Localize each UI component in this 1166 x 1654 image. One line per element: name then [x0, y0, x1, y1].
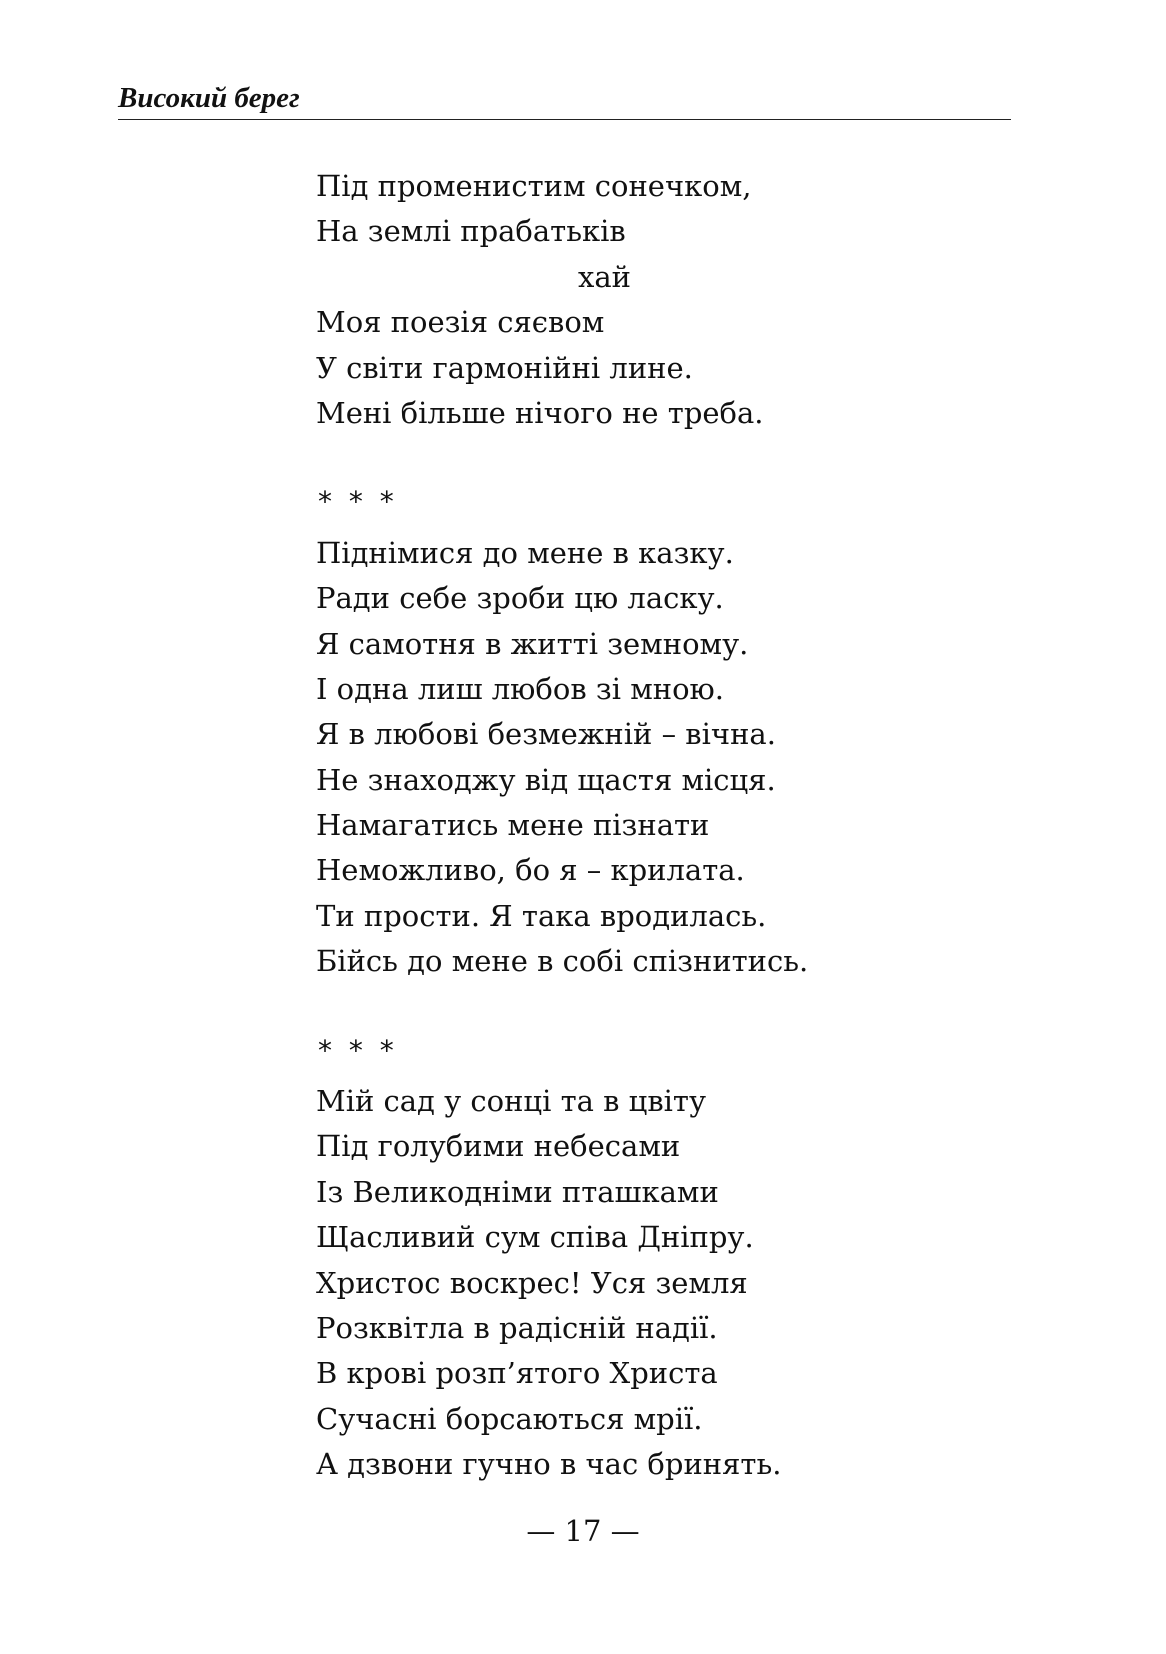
verse-line: Під променистим сонечком,	[316, 169, 752, 203]
verse-line: Із Великодніми пташками	[316, 1174, 719, 1209]
verse-line: Мій сад у сонці та в цвіту	[316, 1084, 707, 1119]
stanza-gap	[316, 985, 1016, 1028]
verse-line: І одна лиш любов зі мною.	[316, 671, 725, 706]
verse-line: Піднімися до мене в казку.	[316, 535, 734, 570]
verse-line: В крові розп’ятого Христа	[316, 1356, 718, 1391]
verse-line: Ради себе зроби цю ласку.	[316, 581, 724, 616]
verse-line: Христос воскрес! Уся земля	[316, 1265, 748, 1300]
verse-line: Не знаходжу від щастя місця.	[316, 762, 776, 797]
running-title: Високий берег	[118, 82, 300, 114]
header-rule	[118, 119, 1011, 120]
verse-line: Мені більше нічого не треба.	[316, 395, 764, 430]
poem-ending-stanza	[316, 164, 1016, 436]
section-separator: * * *	[318, 485, 398, 519]
verse-line: Розквітла в радісній надії.	[316, 1310, 718, 1345]
section-separator: * * *	[318, 1033, 398, 1067]
verse-line: Ти прости. Я така вродилась.	[316, 898, 767, 933]
verse-line: Моя поезія сяєвом	[316, 305, 605, 340]
verse-line: А дзвони гучно в час бринять.	[316, 1447, 782, 1482]
page-number: — 17 —	[526, 1514, 640, 1548]
verse-line: Бійсь до мене в собі спізнитись.	[316, 944, 809, 979]
poem-three-stanza	[316, 1079, 1016, 1488]
poem-two-stanza	[316, 531, 1016, 985]
verse-line: Я самотня в житті земному.	[316, 626, 749, 661]
verse-line: хай	[578, 259, 631, 294]
stanza-gap	[316, 436, 1016, 479]
verse-line: Під голубими небесами	[316, 1129, 681, 1164]
verse-line: Я в любові безмежній – вічна.	[316, 717, 776, 752]
verse-line: Неможливо, бо я – крилата.	[316, 853, 745, 888]
verse-line: Намагатись мене пізнати	[316, 808, 710, 843]
poem-text-block	[316, 164, 1016, 1488]
verse-line: Сучасні борсаються мрії.	[316, 1401, 703, 1436]
verse-line: Щасливий сум співа Дніпру.	[316, 1220, 754, 1255]
verse-line: На землі прабатьків	[316, 214, 626, 249]
verse-line: У світи гармонійні лине.	[316, 350, 693, 385]
